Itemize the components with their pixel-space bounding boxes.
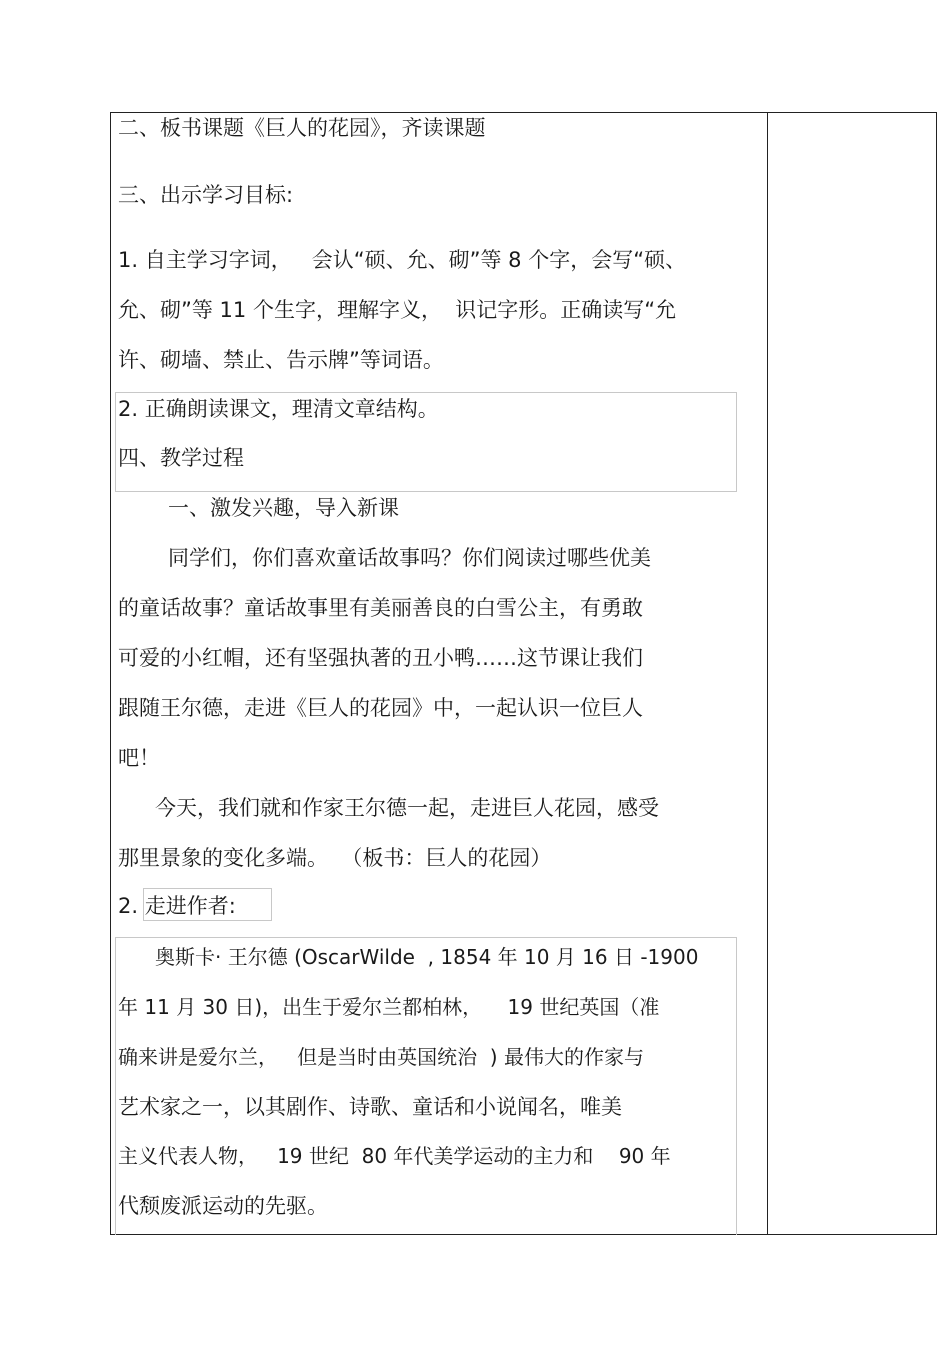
notes-column-divider — [767, 112, 768, 1235]
author-bio-line-1: 奥斯卡· 王尔德 (OscarWilde , 1854 年 10 月 16 日 -1900 — [155, 945, 699, 969]
intro-paragraph-line-5: 吧！ — [118, 746, 160, 770]
intro-paragraph-line-3: 可爱的小红帽，还有坚强执著的丑小鸭……这节课让我们 — [118, 646, 643, 670]
objective-1-line-2: 允、砌”等 11 个生字，理解字义， 识记字形。正确读写“允 — [118, 298, 677, 322]
author-heading: 2. 走进作者: — [118, 894, 236, 918]
intro-paragraph-line-2: 的童话故事？童话故事里有美丽善良的白雪公主，有勇敢 — [118, 596, 643, 620]
author-bio-line-2: 年 11 月 30 日)，出生于爱尔兰都柏林， 19 世纪英国（准 — [118, 995, 660, 1019]
objective-1-line-1: 1. 自主学习字词， 会认“硕、允、砌”等 8 个字，会写“硕、 — [118, 248, 687, 272]
step-2-heading: 二、板书课题《巨人的花园》，齐读课题 — [118, 116, 486, 140]
author-bio-box — [115, 937, 737, 1235]
today-paragraph-line-2: 那里景象的变化多端。 （板书：巨人的花园） — [118, 846, 552, 870]
objective-1-line-3: 许、砌墙、禁止、告示牌”等词语。 — [118, 348, 444, 372]
today-paragraph-line-1: 今天，我们就和作家王尔德一起，走进巨人花园，感受 — [155, 796, 659, 820]
step-4-heading: 四、教学过程 — [118, 446, 244, 470]
author-bio-line-5: 主义代表人物， 19 世纪 80 年代美学运动的主力和 90 年 — [118, 1144, 671, 1168]
author-bio-line-3: 确来讲是爱尔兰， 但是当时由英国统治 ) 最伟大的作家与 — [118, 1045, 644, 1069]
section-1-heading: 一、激发兴趣，导入新课 — [168, 496, 399, 520]
objective-2: 2. 正确朗读课文，理清文章结构。 — [118, 397, 439, 421]
step-3-heading: 三、出示学习目标: — [118, 183, 294, 207]
intro-paragraph-line-1: 同学们，你们喜欢童话故事吗？你们阅读过哪些优美 — [168, 546, 651, 570]
author-bio-line-6: 代颓废派运动的先驱。 — [118, 1194, 328, 1218]
intro-paragraph-line-4: 跟随王尔德，走进《巨人的花园》中，一起认识一位巨人 — [118, 696, 643, 720]
author-bio-line-4: 艺术家之一，以其剧作、诗歌、童话和小说闻名，唯美 — [118, 1095, 622, 1119]
